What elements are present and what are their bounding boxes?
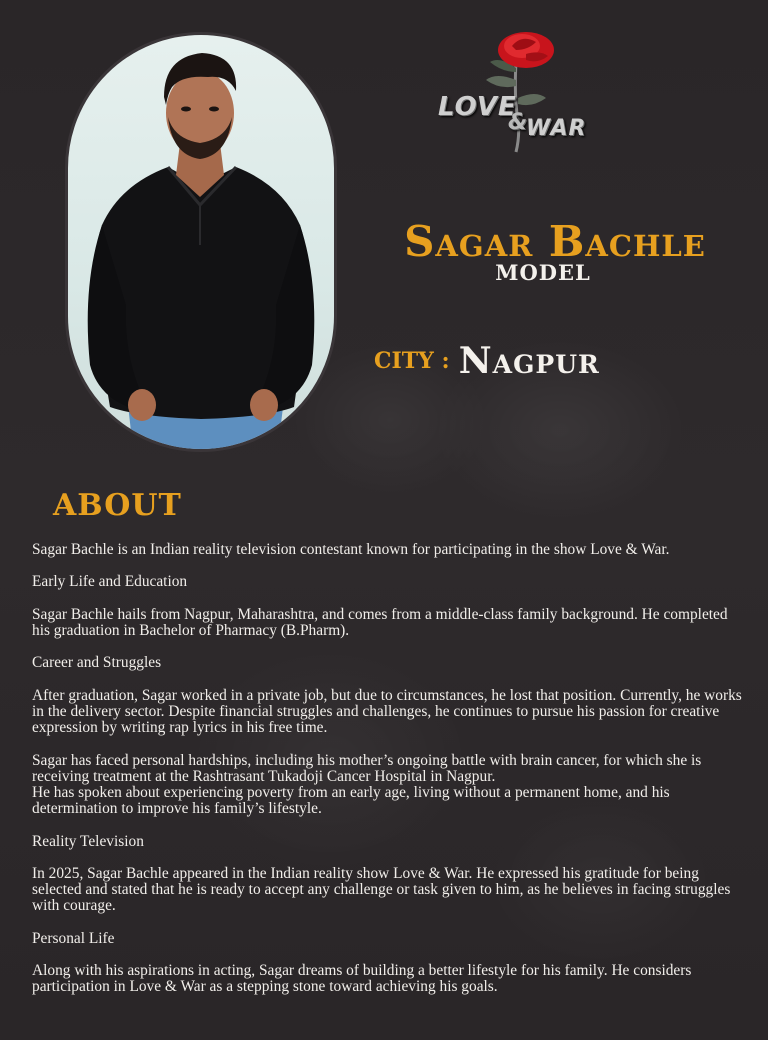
about-poverty: He has spoken about experiencing poverty from an early age, living without a permanent home, and his determination to improve his family’s lifestyle. (32, 783, 670, 818)
about-intro: Sagar Bachle is an Indian reality television contestant known for participating in the show Love & War. (32, 541, 670, 558)
about-reality-tv: In 2025, Sagar Bachle appeared in the Indian reality show Love & War. He expressed his gratitude for being selected and stated that he is ready to accept any challenge or task given to him, as he believes in facing struggles with courage. (32, 864, 731, 915)
section-heading-personal-life: Personal Life (32, 929, 115, 947)
city-line (374, 340, 600, 382)
profile-role: MODEL (495, 260, 591, 285)
about-early-life: Sagar Bachle hails from Nagpur, Maharashtra, and comes from a middle-class family background. He completed his graduation in Bachelor of Pharmacy (B.Pharm). (32, 605, 728, 639)
logo-text-ampersand: & (508, 110, 529, 135)
section-heading-career: Career and Struggles (32, 654, 162, 672)
profile-name: Sagar Bachle (404, 217, 706, 266)
about-career: After graduation, Sagar worked in a private job, but due to circumstances, he lost that position. Currently, he works in the delivery sector. Despite financial struggles and challenges, he continues to pursue his passion for creative expression by writing rap lyrics in his free time. (32, 686, 742, 737)
section-heading-reality-tv: Reality Television (32, 832, 144, 850)
logo-text-war: WAR (526, 116, 587, 141)
logo-text-love: LOVE (438, 92, 517, 122)
city-label: CITY : (374, 348, 450, 374)
city-value: Nagpur (458, 340, 600, 382)
love-and-war-logo (436, 28, 596, 158)
about-body (32, 542, 744, 1012)
about-hardships: Sagar has faced personal hardships, including his mother’s ongoing battle with brain cancer, for which she is receiving treatment at the Rashtrasant Tukadoji Cancer Hospital in Nagpur. (32, 751, 702, 785)
profile-photo (65, 32, 337, 452)
about-personal-life: Along with his aspirations in acting, Sagar dreams of building a better lifestyle for his family. He considers participation in Love & War as a stepping stone toward achieving his goals. (32, 962, 692, 996)
person-illustration (68, 35, 334, 449)
section-heading-early-life: Early Life and Education (32, 573, 188, 591)
about-heading: ABOUT (53, 488, 182, 523)
